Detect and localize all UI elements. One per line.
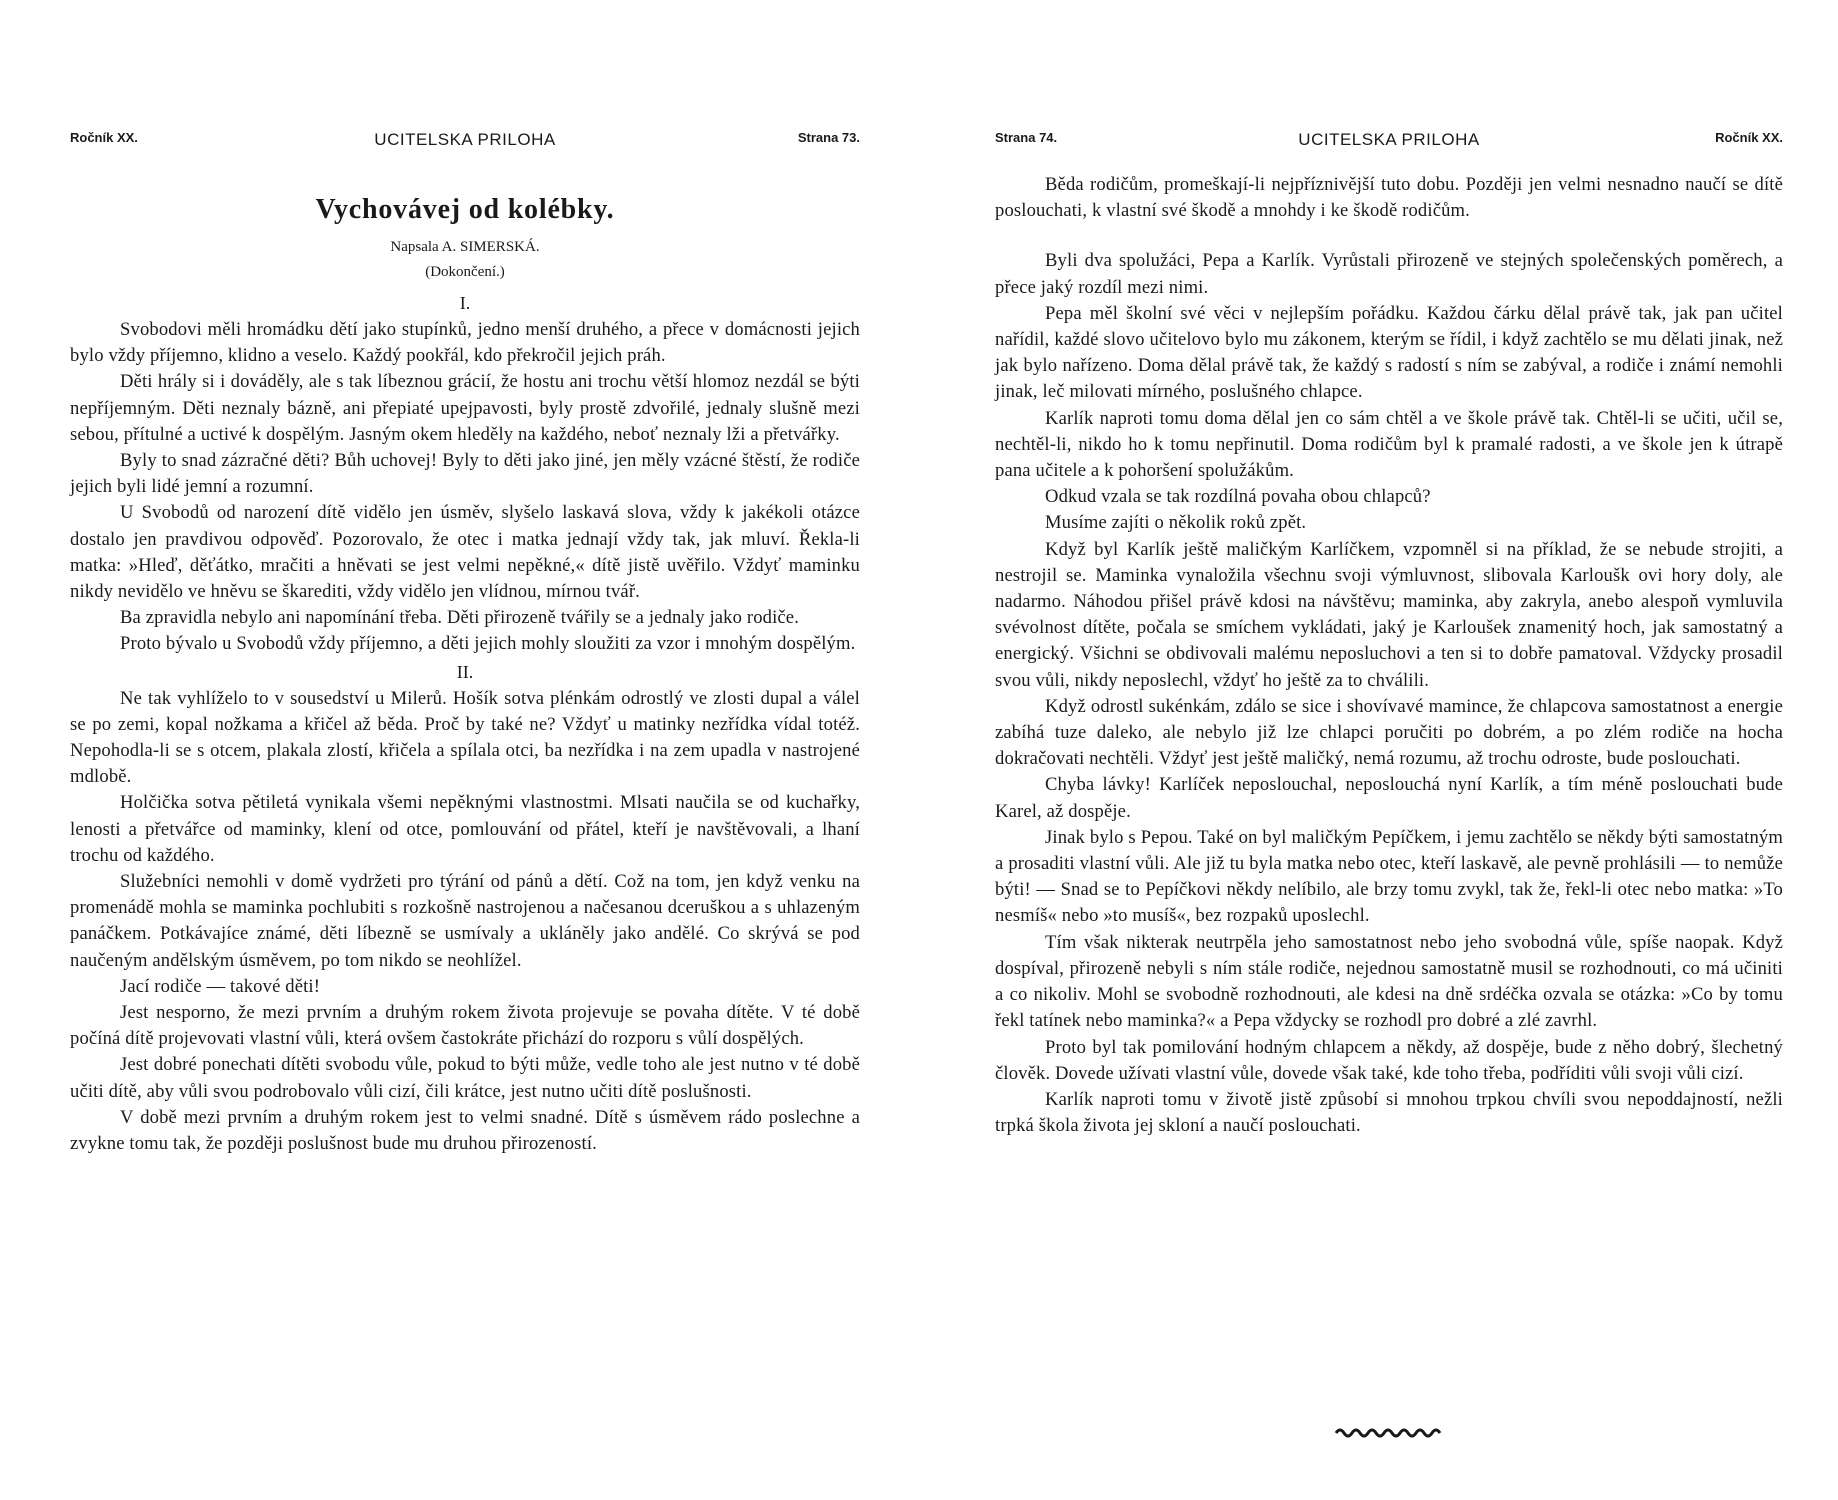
paragraph: Běda rodičům, promeškají-li nejpříznivější tuto dobu. Později jen velmi nesnadno naučí se dítě poslouchati, k vlastní své škodě a mnohdy i ke škodě rodičům. xyxy=(995,174,1783,222)
journal-title: UCITELSKA PRILOHA xyxy=(1298,130,1480,149)
paragraph: Chyba lávky! Karlíček neposlouchal, neposlouchá nyní Karlík, a tím méně poslouchati bude Karel, až dospěje. xyxy=(995,774,1783,822)
wavy-divider-icon xyxy=(1334,1426,1444,1440)
right-running-header xyxy=(995,130,1783,154)
paragraph: Svobodovi měli hromádku dětí jako stupínků, jedno menší druhého, a přece v domácnosti jejich bylo vždy příjemno, klidno a veselo. Každý pookřál, kdo překročil jejich práh. xyxy=(70,319,860,367)
paragraph: Jest nesporno, že mezi prvním a druhým rokem života projevuje se povaha dítěte. V té době počíná dítě projevovati vlastní vůli, která ovšem častokráte přichází do rozporu s vůlí dospělých. xyxy=(70,1002,860,1050)
paragraph: Tím však nikterak neutrpěla jeho samostatnost nebo jeho svobodná vůle, spíše naopak. Když dospíval, přirozeně nebyli s ním stále rodiče, nejednou samostatně musil se rozhodnouti, co má učiniti a co nikoliv. Mohl se svobodně rozhodnouti, ale kdesi na dně srdéčka ozvala se otázka: »Co by tomu řekl tatínek nebo maminka?« a Pepa vždycky se rozhodl pro dobré a zlé zavrhl. xyxy=(995,931,1783,1032)
paragraph: Když odrostl sukénkám, zdálo se sice i shovívavé mamince, že chlapcova samostatnost a energie zabíhá tuze daleko, ale nebylo již lze chlapci poručiti po dobrém, a po zlém rodiče na hocha dokračovati nechtěli. Vždyť jest ještě maličký, nemá rozumu, až trochu odroste, bude poslouchati. xyxy=(995,695,1783,770)
paragraph: Jest dobré ponechati dítěti svobodu vůle, pokud to býti může, vedle toho ale jest nutno v té době učiti dítě, aby vůli svou podrobovalo vůli cizí, čili krátce, jest nutno učiti dítě poslušnosti. xyxy=(70,1054,860,1102)
page-number: Strana 74. xyxy=(995,130,1058,145)
paragraph: Karlík naproti tomu v životě jistě způsobí si mnohou trpkou chvíli svou nepoddajností, nežli trpká škola života jej skloní a naučí poslouchati. xyxy=(995,1088,1783,1137)
end-ornament xyxy=(995,1426,1783,1440)
paragraph: Holčička sotva pětiletá vynikala všemi nepěknými vlastnostmi. Mlsati naučila se od kuchařky, lenosti a přetvářce od maminky, klení od otce, pomlouvání od přátel, kteří je navštěvovali, a lhaní trochu od každého. xyxy=(70,792,860,866)
paragraph: Byli dva spolužáci, Pepa a Karlík. Vyrůstali přirozeně ve stejných společenských poměrech, a přece jaký rozdíl mezi nimi. xyxy=(995,250,1783,298)
section-heading-2: II. xyxy=(456,661,474,682)
paragraph: Jací rodiče — takové děti! xyxy=(120,975,321,997)
volume-label: Ročník XX. xyxy=(1715,130,1783,145)
paragraph: Odkud vzala se tak rozdílná povaha obou chlapců? xyxy=(1045,486,1431,508)
paragraph: Proto bývalo u Svobodů vždy příjemno, a děti jejich mohly sloužiti za vzor i mnohým dospělým. xyxy=(120,633,856,655)
continuation-note: (Dokončení.) xyxy=(425,264,505,280)
volume-label: Ročník XX. xyxy=(70,130,138,145)
paragraph: Proto byl tak pomilování hodným chlapcem a někdy, až dospěje, bude z něho dobrý, šlechetný člověk. Dovede užívati vlastní vůle, dovede však také, kde toho třeba, podříditi vůli svoji vůli cizí. xyxy=(995,1036,1783,1084)
article-byline: Napsala A. SIMERSKÁ. xyxy=(390,239,540,255)
paragraph: Ba zpravidla nebylo ani napomínání třeba. Děti přirozeně tvářily se a jednaly jako rodiče. xyxy=(120,607,800,629)
left-page-body xyxy=(70,193,860,1157)
page-number: Strana 73. xyxy=(797,130,860,145)
paragraph: Byly to snad zázračné děti? Bůh uchovej! Byly to děti jako jiné, jen měly vzácné štěstí, že rodiče jejich byli lidé jemní a rozumní. xyxy=(70,450,860,498)
paragraph: Pepa měl školní své věci v nejlepším pořádku. Každou čárku dělal právě tak, jak pan učitel nařídil, každé slovo učitelovo bylo mu zákonem, kterým se řídil, i když zachtělo se mu dělati jinak, než jak bylo nařízeno. Doma dělal právě tak, že každý s radostí s ním se zabýval, a rodiče i známí nemohli jinak, leč milovati mírného, poslušného chlapce. xyxy=(995,302,1783,403)
journal-title: UCITELSKA PRILOHA xyxy=(374,130,556,149)
section-heading-1: I. xyxy=(459,293,471,313)
left-running-header xyxy=(70,130,860,154)
paragraph: U Svobodů od narození dítě vidělo jen úsměv, slyšelo laskavá slova, vždy k jakékoli otázce dostalo jen pravdivou odpověď. Pozorovalo, že otec i matka jednají vždy tak, jak mluví. Řekla-li matka: »Hleď, děťátko, mračiti a hněvati se jest velmi nepěkné,« dítě jistě uvěřilo. Vždyť maminku nikdy nevidělo ve hněvu se škarediti, vždy vidělo jen vlídnou, mírnou tvář. xyxy=(70,502,860,603)
paragraph: Ne tak vyhlíželo to v sousedství u Milerů. Hošík sotva plénkám odrostlý ve zlosti dupal a válel se po zemi, kopal nožkama a křičel až běda. Proč by také ne? Vždyť u matinky nezřídka vídal totéž. Nepohodla-li se s otcem, plakala zlostí, křičela a spílala otci, ba nezřídka i na zem upadla v nastrojené mdlobě. xyxy=(70,687,860,788)
paragraph: Musíme zajíti o několik roků zpět. xyxy=(1045,512,1307,534)
paragraph: Karlík naproti tomu doma dělal jen co sám chtěl a ve škole právě tak. Chtěl-li se učiti, učil se, nechtěl-li, nikdo ho k tomu nepřinutil. Doma rodičům byl k pramalé radosti, a ve škole jen k útrapě pana učitele a k pohoršení spolužákům. xyxy=(995,407,1783,482)
paragraph: Děti hrály si i dováděly, ale s tak líbeznou grácií, že hostu ani trochu větší hlomoz nezdál se býti nepříjemným. Děti neznaly bázně, ani přepiaté upejpavosti, byly prostě zdvořilé, jednaly slušně mezi sebou, přítulné a uctivé k dospělým. Jasným okem hleděly na každého, neboť neznaly lži a přetvářky. xyxy=(70,371,860,445)
paragraph: V době mezi prvním a druhým rokem jest to velmi snadné. Dítě s úsměvem rádo poslechne a zvykne tomu tak, že později poslušnost bude mu druhou přirozeností. xyxy=(70,1106,860,1155)
paragraph: Služebníci nemohli v domě vydržeti pro týrání od pánů a dětí. Což na tom, jen když venku na promenádě mohla se maminka pochlubiti s rozkošně nastrojenou a načesanou dceruškou a s uhlazeným panáčkem. Potkávajíce známé, děti líbezně se usmívaly a ukláněly jako andělé. Co skrývá se pod naučeným andělským úsměvem, po tom nikdo se neohlížel. xyxy=(70,871,860,971)
article-title: Vychovávej od kolébky. xyxy=(315,194,615,225)
paragraph: Když byl Karlík ještě maličkým Karlíčkem, vzpomněl si na příklad, že se nebude strojiti, a nestrojil se. Maminka vynaložila všechnu svoji výmluvnost, slibovala Karloušk ovi hory doly, ale nadarmo. Náhodou přišel právě kdosi na návštěvu; maminka, aby zakryla, anebo alespoň vymluvila svévolnost dítěte, počala se smíchem vykládati, jaký je Karloušek znamenitý hoch, jak samostatný a energický. Všichni se obdivovali malému neposluchovi a ten si to dobře pamatoval. Vždycky prosadil svou vůli, nikdy neposlechl, vždyť ho ještě za to chválili. xyxy=(995,538,1783,691)
right-page-body xyxy=(995,172,1783,1139)
paragraph: Jinak bylo s Pepou. Také on byl maličkým Pepíčkem, i jemu zachtělo se někdy býti samostatným a prosaditi vlastní vůli. Ale již tu byla matka nebo otec, kteří laskavě, ale pevně prohlásili — to nemůže býti! — Snad se to Pepíčkovi někdy nelíbilo, ale brzy tomu zvykl, tak že, řekl-li otec nebo matka: »To nesmíš« nebo »to musíš«, bez rozpaků uposlechl. xyxy=(995,826,1783,927)
